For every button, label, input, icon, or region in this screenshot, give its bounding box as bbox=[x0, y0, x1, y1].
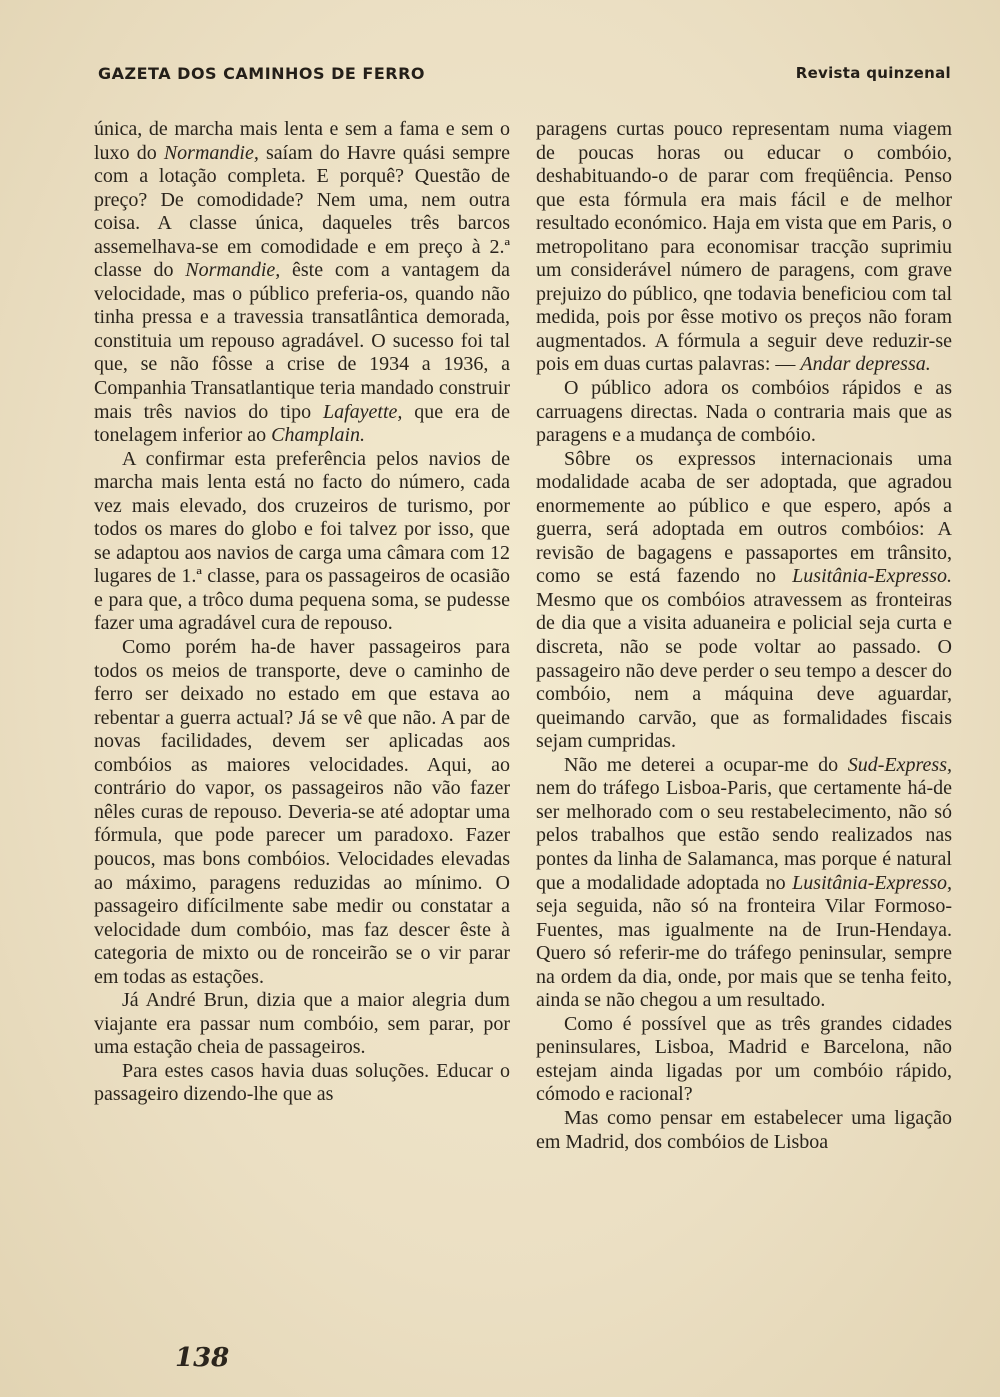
italic-text: Normandie, bbox=[163, 141, 259, 164]
paragraph bbox=[94, 448, 510, 636]
text-run: Para estes casos havia duas soluções. Educar o passageiro dizendo-lhe que as bbox=[94, 1059, 510, 1106]
text-run: Como é possível que as três grandes cidades peninsulares, Lisboa, Madrid e Barcelona, não estejam ainda ligadas por um combóio rápido, cómodo e racional? bbox=[536, 1012, 952, 1106]
italic-text: Lusitânia-Expresso, bbox=[792, 871, 952, 894]
text-run: Mas como pensar em estabelecer uma ligação em Madrid, dos combóios de Lisboa bbox=[536, 1106, 952, 1153]
text-run: Mesmo que os combóios atravessem as fronteiras de dia que a visita aduaneira e policial seja curta e discreta, não se pode voltar ao passado. O passageiro não deve perder o seu tempo a descer do combóio, nem a máquina deve aguardar, queimando carvão, que as formalidades fiscais sejam cumpridas. bbox=[536, 588, 952, 753]
paragraph bbox=[536, 118, 952, 377]
running-header bbox=[98, 60, 951, 88]
italic-text: Champlain. bbox=[271, 424, 366, 447]
text-run: saíam do Havre quási sempre com a lotação completa. E porquê? Questão de preço? De comodidade? Nem uma, nem outra coisa. A classe única, daqueles três barcos assemelhava-se em comodidade e em preço à 2.ª classe do bbox=[94, 141, 511, 282]
right-text-column bbox=[536, 118, 952, 1154]
italic-text: Andar depressa. bbox=[800, 353, 931, 376]
paragraph bbox=[536, 448, 952, 754]
paragraph bbox=[94, 118, 510, 448]
paragraph bbox=[94, 636, 510, 989]
page-number: 138 bbox=[175, 1343, 230, 1373]
italic-text: Sud-Express, bbox=[847, 753, 952, 776]
text-run: que era de tonelagem inferior ao bbox=[94, 400, 510, 447]
journal-subtitle: Revista quinzenal bbox=[795, 64, 951, 82]
paragraph bbox=[536, 1107, 952, 1154]
text-run: única, de marcha mais lenta e sem a fama e sem o luxo do bbox=[94, 118, 510, 164]
italic-text: Lafayette, bbox=[322, 400, 403, 423]
text-run: paragens curtas pouco representam numa viagem de poucas horas ou educar o combóio, deshabituando-o de parar com freqüência. Penso que esta fórmula era mais fácil e de melhor resultado económico. Haja em vista que em Paris, o metropolitano para economisar tracção suprimiu um considerável número de paragens, com grave prejuizo do público, qne todavia beneficiou com tal medida, pois por êsse motivo os preços não foram augmentados. A fórmula a seguir deve reduzir-se pois em duas curtas palavras: — bbox=[536, 118, 952, 376]
text-run: Sôbre os expressos internacionais uma modalidade acaba de ser adoptada, que agradou enormemente ao público e que espero, após a guerra, será adoptada em outros combóios: A revisão de bagagens e passaportes em trânsito, como se está fazendo no bbox=[536, 447, 952, 588]
text-run: seja seguida, não só na fronteira Vilar Formoso-Fuentes, mas igualmente na de Irun-Hendaya. Quero só referir-me do tráfego peninsular, sempre na ordem da dia, onde, por mais que se tenha feito, ainda se não chegou a um resultado. bbox=[536, 895, 952, 1012]
text-run: Já André Brun, dizia que a maior alegria dum viajante era passar num combóio, sem parar, por uma estação cheia de passageiros. bbox=[94, 989, 510, 1059]
text-run: Não me deterei a ocupar-me do bbox=[564, 753, 848, 776]
paragraph bbox=[94, 989, 510, 1060]
journal-title: GAZETA DOS CAMINHOS DE FERRO bbox=[98, 64, 426, 83]
paragraph bbox=[94, 1060, 510, 1107]
italic-text: Normandie, bbox=[185, 259, 281, 282]
text-run: nem do tráfego Lisboa-Paris, que certamente há-de ser melhorado com o seu restabelecimento, não só pelos trabalhos que estão sendo realizados nas pontes da linha de Salamanca, mas porque é natural que a modalidade adoptada no bbox=[536, 777, 952, 894]
paragraph bbox=[536, 754, 952, 1013]
text-run: A confirmar esta preferência pelos navios de marcha mais lenta está no facto do número, cada vez mais elevado, dos cruzeiros de turismo, por todos os mares do globo e foi talvez por isso, que se adaptou aos navios de carga uma câmara com 12 lugares de 1.ª classe, para os passageiros de ocasião e para que, a trôco duma pequena soma, se pudesse fazer uma agradável cura de repouso. bbox=[94, 447, 510, 635]
paragraph bbox=[536, 1013, 952, 1107]
text-run: êste com a vantagem da velocidade, mas o público preferia-os, quando não tinha pressa e a travessia transatlântica demorada, constituia um repouso agradável. O sucesso foi tal que, se não fôsse a crise de 1934 a 1936, a Companhia Transatlantique teria mandado construir mais três navios do tipo bbox=[94, 259, 510, 423]
italic-text: Lusitânia-Expresso. bbox=[792, 565, 952, 588]
paragraph bbox=[536, 377, 952, 448]
left-text-column bbox=[94, 118, 510, 1107]
text-run: Como porém ha-de haver passageiros para todos os meios de transporte, deve o caminho de ferro ser deixado no estado em que estava ao rebentar a guerra actual? Já se vê que não. A par de novas facilidades, devem ser aplicadas aos combóios as maiores velocidades. Aqui, ao contrário do vapor, os passageiros não vão fazer nêles curas de repouso. Deveria-se até adoptar uma fórmula, que pode parecer um paradoxo. Fazer poucos, mas bons combóios. Velocidades elevadas ao máximo, paragens reduzidas ao mínimo. O passageiro difícilmente sabe medir ou constatar a velocidade dum combóio, mas faz descer êste à categoria de mixto ou de ronceirão se o vir parar em todas as estações. bbox=[94, 636, 510, 988]
text-run: O público adora os combóios rápidos e as carruagens directas. Nada o contraria mais que as paragens e a mudança de combóio. bbox=[536, 377, 952, 447]
